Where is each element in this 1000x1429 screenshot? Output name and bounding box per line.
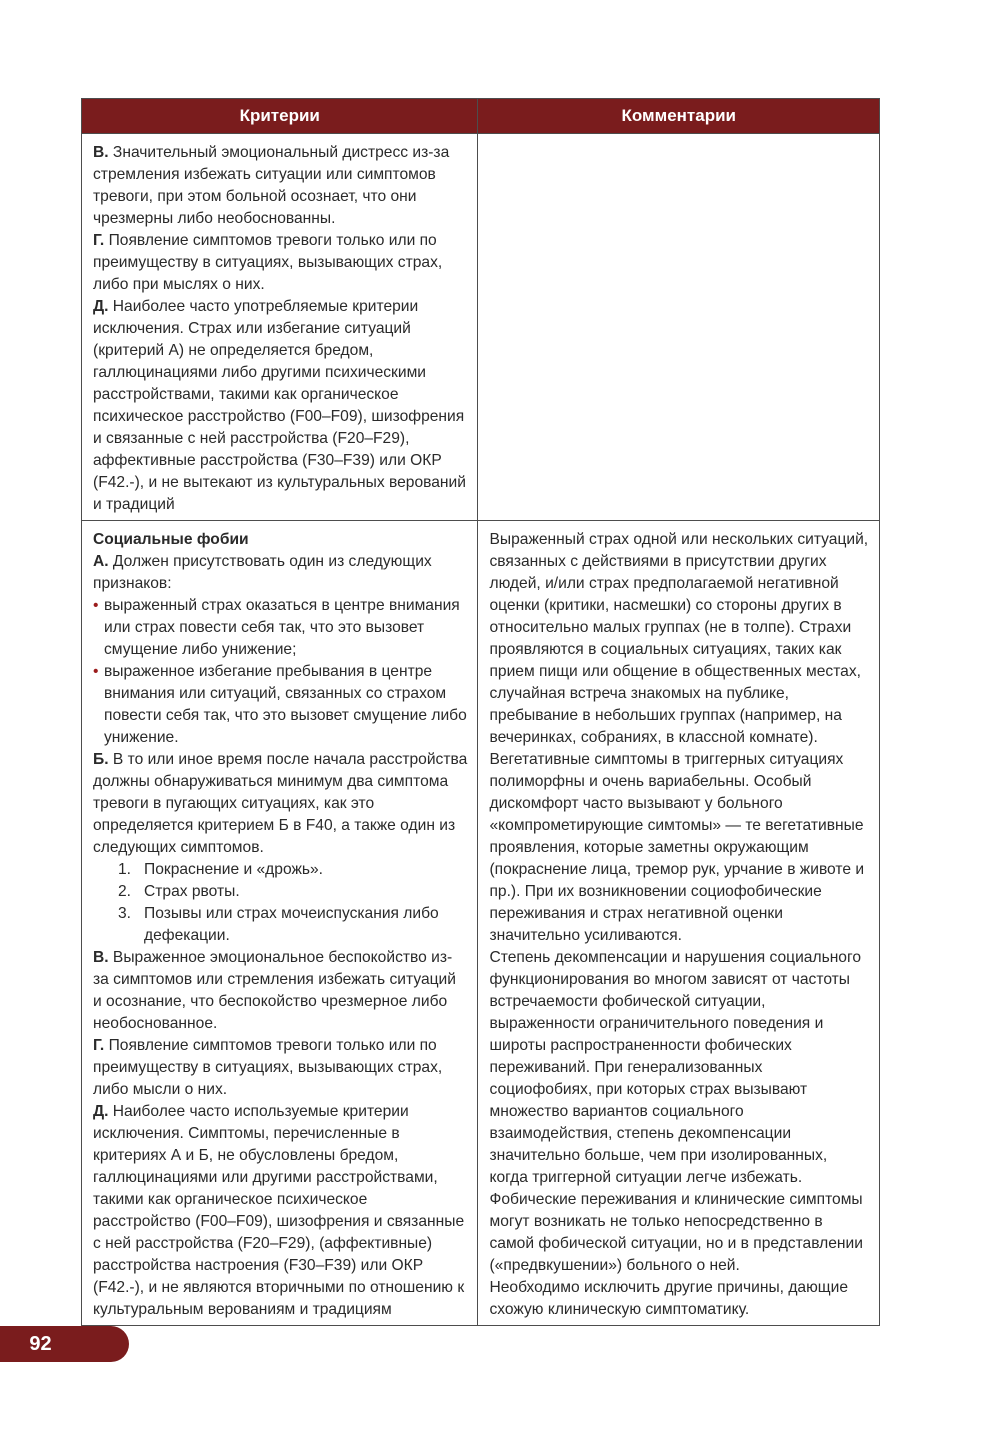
header-comments: Комментарии — [478, 99, 880, 134]
numbered-list — [93, 859, 467, 947]
comment-paragraph: Вегетативные симптомы в триггерных ситуациях полиморфны и очень вариабельны. Особый дискомфорт часто вызывают у больного «компрометирующие симтомы» — те вегетативные проявления, которые заметны окружающим (покраснение лица, тремор рук, урчание в животе и пр.). При их возникновении социофобические переживания и страх негативной оценки значительно усиливаются. — [489, 751, 865, 944]
table-header-row — [82, 99, 880, 134]
header-criteria: Критерии — [82, 99, 478, 134]
bullet-list — [93, 595, 467, 749]
table-row — [82, 134, 880, 521]
comments-cell — [478, 521, 880, 1326]
criterion-d: Д. Наиболее часто используемые критерии исключения. Симптомы, перечисленные в критериях А и Б, не обусловлены бредом, галлюцинациями или другими расстройствами, такими как органическое психическое расстройство (F00–F09), шизофрения и связанные с ней расстройства (F20–F29), (аффективные) расстройства настроения (F30–F39) или ОКР (F42.-), и не являются вторичными по отношению к культуральным верованиям и традициям — [93, 1103, 465, 1318]
criteria-table — [81, 98, 880, 1326]
criterion-v: В. Значительный эмоциональный дистресс из-за стремления избежать ситуации или симптомов тревоги, при этом больной осознает, что они чрезмерны либо необоснованны. — [93, 144, 450, 227]
page-number: 92 — [0, 1326, 129, 1362]
criterion-b: Б. В то или иное время после начала расстройства должны обнаруживаться минимум два симптома тревоги в пугающих ситуациях, как это определяется критерием Б в F40, а также один из следующих симптомов. — [93, 751, 468, 856]
list-item: 1. Покраснение и «дрожь». — [118, 861, 324, 878]
comment-paragraph: Степень декомпенсации и нарушения социального функционирования во многом зависят от частоты встречаемости фобической ситуации, выраженности ограничительного поведения и широты распространенности фобических переживаний. При генерализованных социофобиях, при которых страх вызывают множество вариантов социального взаимодействия, степень декомпенсации значительно больше, чем при изолированных, когда триггерной ситуации легче избежать. — [489, 949, 862, 1186]
criterion-d: Д. Наиболее часто употребляемые критерии исключения. Страх или избегание ситуаций (критерий А) не определяется бредом, галлюцинациями либо другими психическими расстройствами, такими как органическое психическое расстройство (F00–F09), шизофрения и связанные с ней расстройства (F20–F29), аффективные расстройства (F30–F39) или ОКР (F42.-), и не вытекают из культуральных верований и традиций — [93, 298, 466, 513]
comment-paragraph: Выраженный страх одной или нескольких ситуаций, связанных с действиями в присутствии других людей, и/или страх предполагаемой негативной оценки (критики, насмешки) со стороны других в относительно малых группах (не в толпе). Страхи проявляются в социальных ситуациях, таких как прием пищи или общение в общественных местах, случайная встреча знакомых на публике, пребывание в небольших группах (например, на вечеринках, собраниях, в классной комнате). — [489, 531, 869, 746]
criteria-cell — [82, 134, 478, 521]
criterion-g: Г. Появление симптомов тревоги только или по преимуществу в ситуациях, вызывающих страх, либо мысли о них. — [93, 1037, 443, 1098]
comment-paragraph: Необходимо исключить другие причины, дающие схожую клиническую симптоматику. — [489, 1279, 849, 1318]
criteria-cell — [82, 521, 478, 1326]
comment-paragraph: Фобические переживания и клинические симптомы могут возникать не только непосредственно в самой фобической ситуации, но и в представлении («предвкушении») больного о ней. — [489, 1191, 863, 1274]
list-item: • выраженное избегание пребывания в центре внимания или ситуаций, связанных со страхом повести себя так, что это вызовет смущение либо унижение. — [93, 661, 467, 749]
list-item: 3. Позывы или страх мочеиспускания либо дефекации. — [118, 905, 439, 944]
table-row — [82, 521, 880, 1326]
criterion-v: В. Выраженное эмоциональное беспокойство из-за симптомов или стремления избежать ситуаций и осознание, что беспокойство чрезмерное либо необоснованное. — [93, 949, 456, 1032]
list-item: • выраженный страх оказаться в центре внимания или страх повести себя так, что это вызовет смущение либо унижение; — [93, 595, 467, 661]
section-title: Социальные фобии — [93, 531, 249, 548]
comments-cell — [478, 134, 880, 521]
list-item: 2. Страх рвоты. — [118, 883, 240, 900]
criterion-a: А. Должен присутствовать один из следующих признаков: — [93, 553, 432, 592]
criterion-g: Г. Появление симптомов тревоги только или по преимуществу в ситуациях, вызывающих страх, либо при мыслях о них. — [93, 232, 443, 293]
